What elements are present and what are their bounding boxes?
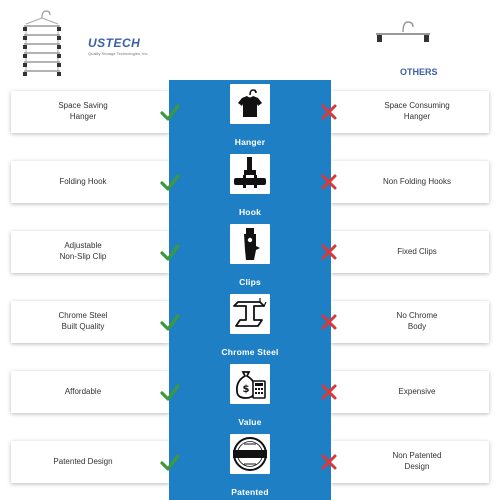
multi-tier-hanger-icon (20, 8, 64, 78)
svg-text:$: $ (242, 384, 250, 395)
brand-name: USTECH (88, 36, 141, 50)
feature-text-ustech: Affordable (64, 386, 102, 396)
check-icon (160, 312, 180, 332)
feature-category-panel (169, 290, 331, 360)
feature-box-ustech (11, 91, 169, 133)
header (0, 0, 500, 84)
feature-box-ustech (11, 441, 169, 483)
feature-category-panel (169, 430, 331, 500)
feature-box-others (331, 161, 489, 203)
feature-category-label: Patented (231, 487, 269, 497)
cross-icon (319, 452, 339, 472)
feature-box-others (331, 301, 489, 343)
feature-text-others: Space Consuming Hanger (384, 101, 450, 121)
feature-text-ustech: Folding Hook (59, 176, 107, 186)
comparison-row-clips (0, 220, 500, 290)
feature-text-others: Non Folding Hooks (382, 176, 452, 186)
comparison-row-value (0, 360, 500, 430)
check-icon (160, 452, 180, 472)
feature-category-panel (169, 150, 331, 220)
cross-icon (319, 312, 339, 332)
feature-text-ustech: Patented Design (53, 456, 113, 466)
feature-box-ustech (11, 371, 169, 413)
comparison-row-chrome-steel (0, 290, 500, 360)
feature-category-panel (169, 220, 331, 290)
feature-box-others (331, 441, 489, 483)
cross-icon (319, 102, 339, 122)
cross-icon (319, 382, 339, 402)
cross-icon (319, 172, 339, 192)
comparison-row-hanger (0, 80, 500, 150)
simple-hanger-icon (374, 18, 432, 48)
feature-text-others: No Chrome Body (396, 311, 438, 331)
feature-text-ustech: Adjustable Non-Slip Clip (59, 241, 107, 261)
comparison-row-patented (0, 430, 500, 500)
others-label: OTHERS (400, 67, 438, 77)
feature-category-label: Hook (238, 207, 262, 217)
feature-category-label: Clips (239, 277, 261, 287)
feature-text-ustech: Chrome Steel Built Quality (58, 311, 108, 331)
feature-text-others: Fixed Clips (397, 246, 437, 256)
check-icon (160, 242, 180, 262)
folding-hook-icon (230, 154, 270, 194)
feature-category-label: Value (238, 417, 262, 427)
cross-icon (319, 242, 339, 262)
feature-box-others (331, 371, 489, 413)
feature-box-others (331, 91, 489, 133)
feature-category-label: Hanger (234, 137, 266, 147)
clip-icon (230, 224, 270, 264)
feature-category-panel (169, 360, 331, 430)
feature-box-ustech (11, 301, 169, 343)
feature-category-label: Chrome Steel (221, 347, 279, 357)
feature-text-others: Non Patented Design (392, 451, 442, 471)
money-bag-calculator-icon (230, 364, 270, 404)
check-icon (160, 382, 180, 402)
feature-box-others (331, 231, 489, 273)
check-icon (160, 172, 180, 192)
feature-box-ustech (11, 161, 169, 203)
check-icon (160, 102, 180, 122)
feature-text-ustech: Space Saving Hanger (58, 101, 108, 121)
steel-beam-icon (230, 294, 270, 334)
brand-tagline: Quality Storage Technologies, Inc. (88, 51, 149, 56)
comparison-row-hook (0, 150, 500, 220)
feature-box-ustech (11, 231, 169, 273)
feature-text-others: Expensive (398, 386, 436, 396)
feature-category-panel (169, 80, 331, 150)
brand-logo (88, 36, 149, 56)
patented-seal-icon (230, 434, 270, 474)
shirt-on-hanger-icon (230, 84, 270, 124)
